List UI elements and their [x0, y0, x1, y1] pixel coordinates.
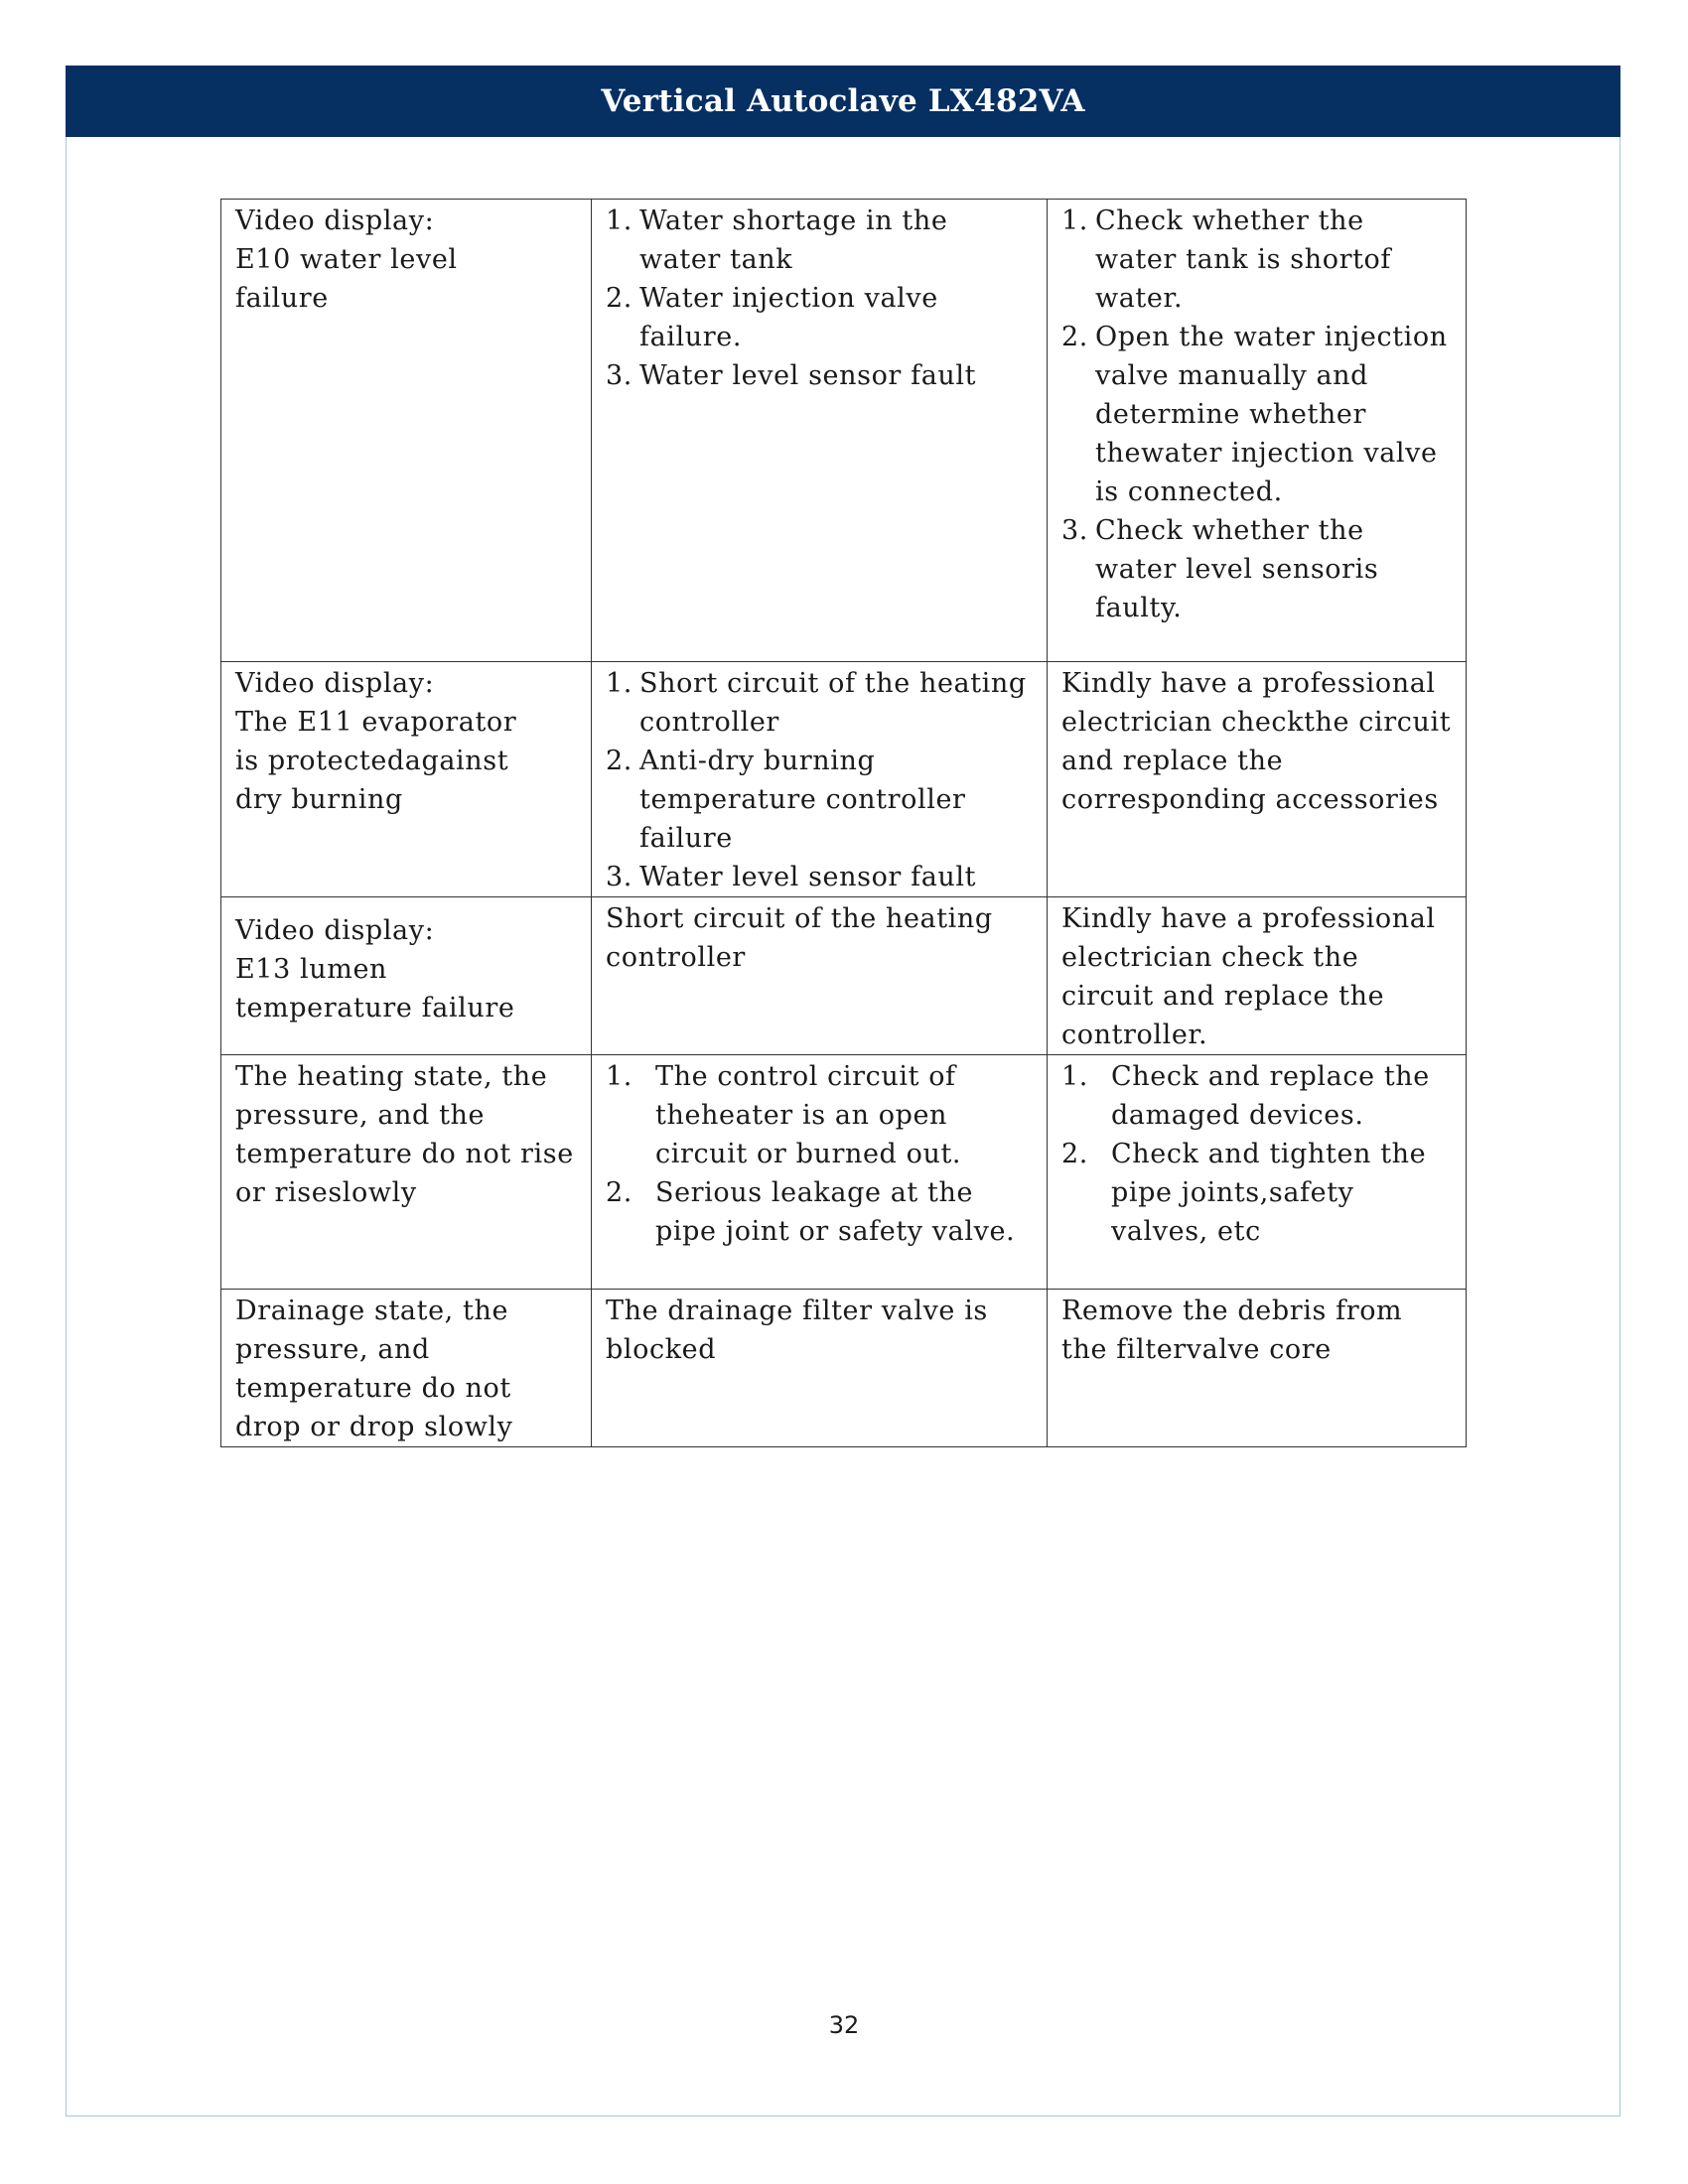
table-row [221, 1290, 1467, 1447]
symptom-cell [221, 1290, 592, 1447]
solution-cell [1048, 200, 1467, 662]
list-text: Serious leakage at the pipe joint or safety valve. [655, 1177, 1016, 1247]
list-number: 1. [1061, 1061, 1088, 1092]
solution-cell [1048, 1290, 1467, 1447]
troubleshooting-table [220, 199, 1467, 1447]
symptom-cell [221, 200, 592, 662]
symptom-cell [221, 1055, 592, 1290]
solution-list [1061, 202, 1454, 627]
symptom-text: Drainage state, the pressure, and temperature do not drop or drop slowly [235, 1296, 513, 1442]
table-row [221, 662, 1467, 897]
list-number: 2. [1061, 322, 1088, 352]
list-text: Anti-dry burning temperature controller failure [639, 746, 966, 854]
solution-text: Remove the debris from the filtervalve core [1061, 1296, 1403, 1365]
list-text: Check and replace the damaged devices. [1111, 1061, 1430, 1131]
symptom-line: Video display: [235, 668, 435, 699]
symptom-cell [221, 897, 592, 1055]
list-number: 1. [1061, 205, 1088, 236]
list-item [1061, 1135, 1454, 1251]
list-item [1061, 202, 1454, 318]
cause-cell [592, 1055, 1048, 1290]
symptom-line: failure [235, 283, 329, 314]
list-number: 1. [606, 205, 633, 236]
list-item [606, 858, 1035, 896]
symptom-line: is protectedagainst [235, 746, 509, 776]
list-number: 1. [606, 668, 633, 699]
cause-list [606, 202, 1035, 395]
list-number: 2. [606, 283, 633, 314]
list-number: 3. [606, 862, 633, 892]
list-item [606, 279, 1035, 356]
list-number: 1. [606, 1061, 633, 1092]
list-text: Check whether the water level sensoris faulty. [1095, 515, 1379, 623]
solution-cell [1048, 662, 1467, 897]
list-number: 3. [606, 360, 633, 391]
table-row [221, 200, 1467, 662]
cause-cell [592, 1290, 1048, 1447]
cause-text: The drainage filter valve is blocked [606, 1296, 988, 1365]
list-text: Short circuit of the heating controller [639, 668, 1027, 738]
list-text: Check whether the water tank is shortof water. [1095, 205, 1391, 314]
page-number: 32 [828, 2011, 860, 2039]
list-item [606, 356, 1035, 395]
list-item [1061, 1057, 1454, 1135]
symptom-line: The E11 evaporator [235, 707, 517, 738]
list-item [1061, 318, 1454, 511]
list-number: 2. [606, 1177, 633, 1208]
solution-cell [1048, 897, 1467, 1055]
symptom-text: The heating state, the pressure, and the temperature do not rise or riseslowly [235, 1061, 574, 1208]
symptom-line: temperature failure [235, 993, 515, 1024]
symptom-line: dry burning [235, 784, 403, 815]
symptom-cell [221, 662, 592, 897]
list-text: The control circuit of theheater is an open circuit or burned out. [655, 1061, 962, 1169]
cause-cell [592, 662, 1048, 897]
symptom-line: E10 water level [235, 244, 458, 275]
list-text: Water injection valve failure. [639, 283, 938, 352]
list-text: Check and tighten the pipe joints,safety valves, etc [1111, 1139, 1427, 1247]
list-text: Open the water injection valve manually and determine whether thewater injection valve is connected. [1095, 322, 1448, 507]
list-item [1061, 511, 1454, 627]
symptom-line: Video display: [235, 205, 435, 236]
document-header [66, 66, 1620, 137]
list-text: Water level sensor fault [639, 360, 977, 391]
list-item [606, 1173, 1035, 1251]
list-item [606, 664, 1035, 742]
list-number: 2. [606, 746, 633, 776]
solution-text: Kindly have a professional electrician check the circuit and replace the controller. [1061, 903, 1436, 1050]
list-item [606, 742, 1035, 858]
cause-cell [592, 897, 1048, 1055]
cause-cell [592, 200, 1048, 662]
table-row [221, 897, 1467, 1055]
symptom-line: Video display: [235, 915, 435, 946]
list-number: 2. [1061, 1139, 1088, 1169]
cause-list [606, 1057, 1035, 1251]
table-row [221, 1055, 1467, 1290]
document-title: Vertical Autoclave LX482VA [601, 83, 1085, 119]
solution-text: Kindly have a professional electrician checkthe circuit and replace the corresponding accessories [1061, 668, 1452, 815]
list-text: Water level sensor fault [639, 862, 977, 892]
cause-list [606, 664, 1035, 896]
symptom-line: E13 lumen [235, 954, 388, 985]
solution-cell [1048, 1055, 1467, 1290]
list-item [606, 202, 1035, 279]
list-item [606, 1057, 1035, 1173]
list-text: Water shortage in the water tank [639, 205, 948, 275]
list-number: 3. [1061, 515, 1088, 546]
cause-text: Short circuit of the heating controller [606, 903, 993, 973]
solution-list [1061, 1057, 1454, 1251]
